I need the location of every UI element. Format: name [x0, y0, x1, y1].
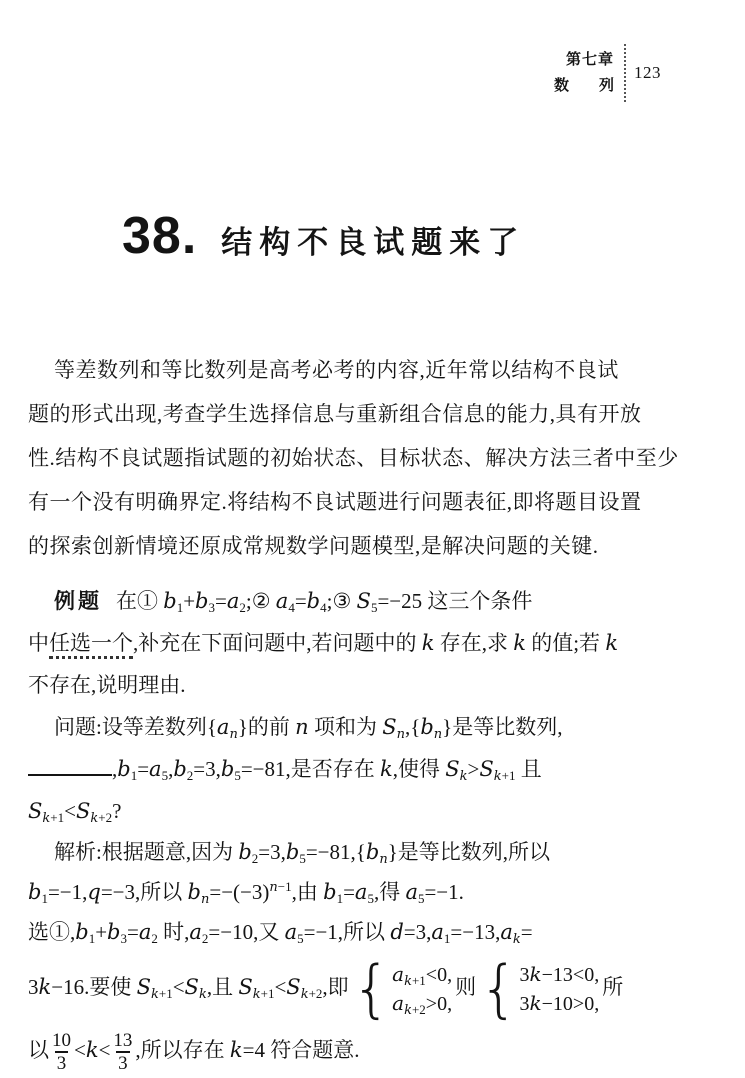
fraction: $\frac{10}{3}$ [52, 1030, 71, 1075]
question-line: 问题:设等差数列$\{a_n\}$的前 n 项和为 $S_n,\{b_n\}$是等比数列, [54, 715, 563, 742]
cases-group: { 3k−13<0, 3k−10>0, [479, 952, 600, 1026]
intro-line: 题的形式出现,考查学生选择信息与重新组合信息的能力,具有开放 [28, 402, 642, 426]
example-paragraph [28, 580, 723, 832]
intro-line: 的探索创新情境还原成常规数学问题模型,是解决问题的关键. [28, 534, 599, 558]
question-line: $,b_1=a_5,b_2=3,b_5=-81$,是否存在 k,使得 $S_k>S_{k+1}$ 且 [28, 748, 723, 790]
chapter-title-line2: 数 列 [554, 78, 614, 94]
fraction: $\frac{13}{3}$ [113, 1030, 133, 1075]
chapter-title-line1: 第七章 [565, 52, 614, 68]
page-header [554, 44, 661, 102]
intro-line: 等差数列和等比数列是高考必考的内容,近年常以结构不良试 [54, 358, 619, 382]
solution-line-cases: 3k−16.要使 $S_{k+1}<S_k$,且 $S_{k+1}<S_{k+2}$,即 { $a_{k+1}<0$, $a_{k+2}>0$, 则 { 3k−13<0, 3k−10>0, 所 [28, 952, 624, 1026]
left-brace-icon: { [479, 952, 519, 1026]
solution-line: 选$①,b_1+b_3=a_2$ 时$,a_2=-10$,又 $a_5=-1$,所以 $d=3,a_1=-13,a_k=$ [28, 920, 533, 947]
dotted-divider [624, 44, 626, 102]
section-title-text: 结构不良试题来了 [221, 225, 526, 260]
example-line: 中任选一个,补充在下面问题中,若问题中的 k 存在,求 k 的值;若 k [28, 622, 723, 664]
intro-paragraph [28, 348, 723, 568]
emphasized-text: 任选一个 [49, 631, 133, 659]
question-line: $S_{k+1}<S_{k+2}$? [28, 799, 122, 826]
example-line: 不存在,说明理由. [28, 673, 186, 697]
solution-line: 解析:根据题意,因为 $b_2=3,b_5=-81,\{b_n\}$是等比数列,所以 [54, 840, 551, 867]
cases-group: { $a_{k+1}<0$, $a_{k+2}>0$, [351, 952, 453, 1026]
example-line [28, 580, 723, 622]
solution-line-conclusion: 以 $\frac{10}{3}$ <k< $\frac{13}{3}$ ,所以存在 k=4 符合题意. [28, 1030, 360, 1075]
section-title [122, 206, 525, 266]
chapter-label [554, 47, 614, 99]
page-number: 123 [634, 63, 661, 82]
solution-line: $b_1=-1,q=-3$,所以 $b_n=-(-3)^{n-1}$,由 $b_1=a_5$,得 $a_5=-1$. [28, 879, 464, 907]
left-brace-icon: { [351, 952, 392, 1026]
solution-paragraph [28, 832, 723, 1078]
section-number: 38. [122, 207, 198, 265]
example-label: 例题 [54, 589, 102, 613]
page-body [28, 348, 723, 1078]
example-line-text: 在① $b_1+b_3=a_2;②$ $a_4=b_4;③$ $S_5=-25$ 这三个条件 [116, 589, 533, 615]
intro-line: 有一个没有明确界定.将结构不良试题进行问题表征,即将题目设置 [28, 490, 642, 514]
intro-line: 性.结构不良试题指试题的初始状态、目标状态、解决方法三者中至少 [28, 446, 679, 470]
answer-blank [28, 769, 112, 776]
